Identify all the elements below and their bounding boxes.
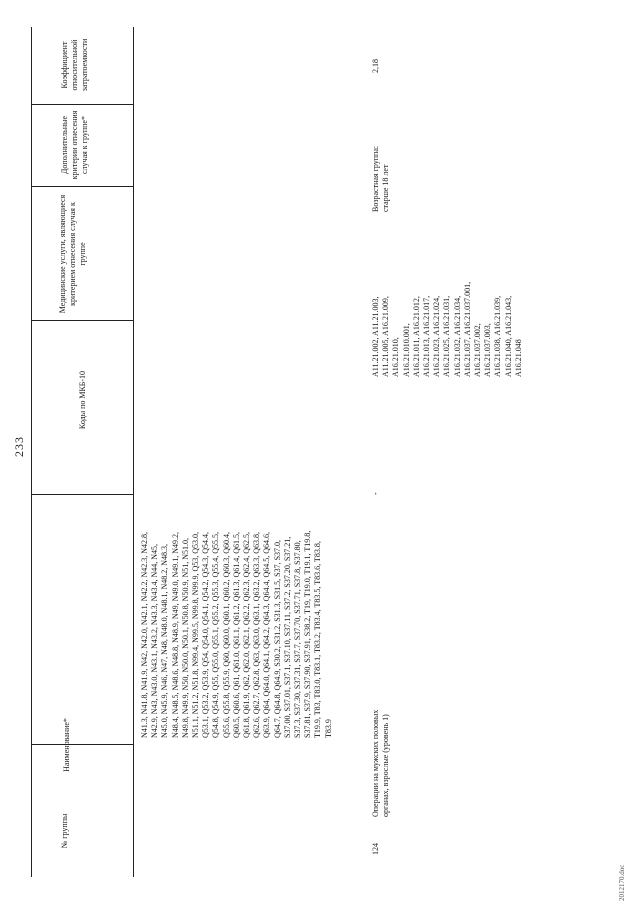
header-group-no: № группы (60, 813, 69, 849)
service-code-line: A16.21.037, A16.21.037.001, (462, 281, 472, 377)
service-code-line: A11.21.002, A11.21.003, (371, 296, 380, 377)
column-divider (31, 104, 134, 105)
icd-code-line: N42.9, N43, N43.0, N43.1, N43.2, N43.3, N43.4, N44, N45, (150, 544, 160, 738)
icd-code-line: Q55.6, Q55.8, Q55.9, Q60, Q60.0, Q60.1, Q60.2, Q60.3, Q60.4, (221, 532, 231, 738)
icd-code-line: N41.3, N41.8, N41.9, N42, N42.0, N42.1, N42.2, N42.3, N42.8, (140, 532, 149, 738)
row-124-criteria-line: Возрастная группа: (371, 145, 380, 212)
document-footer: 2012170.doc (618, 864, 626, 901)
icd-code-line: Q62.6, Q62.7, Q62.8, Q63, Q63.0, Q63.1, Q63.2, Q63.3, Q63.8, (252, 532, 262, 738)
column-divider (31, 494, 134, 495)
header-icd-codes: Коды по МКБ-10 (78, 370, 87, 430)
header-bottom-rule (133, 27, 134, 877)
icd-code-line: Q53.1, Q53.2, Q53.9, Q54, Q54.0, Q54.1, Q54.2, Q54.3, Q54.4, (201, 532, 211, 738)
icd-code-line: N51.1, N51.2, N51.8, N99.4, N99.5, N99.8, N99.9, Q53, Q53.0, (191, 532, 201, 738)
icd-code-line: Q61.8, Q61.9, Q62, Q62.0, Q62.1, Q62.2, Q62.3, Q62.4, Q62.5, (242, 532, 252, 738)
row-124-services (371, 197, 524, 377)
service-code-line: A16.21.025, A16.21.031, (442, 295, 452, 377)
icd-code-line: S37.3, S37.30, S37.31, S37.7, S37.70, S37.71, S37.8, S37.80, (293, 540, 303, 738)
header-coefficient: Коэффициент относительной затратоемкости (60, 38, 89, 92)
table-top-rule (31, 27, 32, 877)
service-code-line: A16.21.048 (513, 339, 523, 377)
icd-code-line: N48.4, N48.5, N48.6, N48.8, N48.9, N49, N49.0, N49.1, N49.2, (170, 532, 180, 738)
header-extra-criteria: Дополнительные критерии отнесения случая к группе* (60, 110, 89, 180)
row-124-name (371, 667, 391, 817)
service-code-line: A16.21.038, A16.21.039, (493, 295, 503, 377)
icd-code-line: N45.0, N45.9, N46, N47, N48, N48.0, N48.1, N48.2, N48.3, (160, 544, 170, 738)
service-code-line: A16.21.037.003, (483, 323, 493, 377)
row-124-extra-criteria (371, 102, 391, 212)
service-code-line: A16.21.010.001, (401, 323, 411, 377)
icd-code-line: S37.81, S37.9, S37.90, S37.91, S38.2, T19, T19.0, T19.1, T19.8, (303, 530, 313, 738)
service-code-line: A16.21.032, A16.21.034, (452, 295, 462, 377)
page-number: 233 (12, 436, 26, 457)
service-code-line: A11.21.005, A16.21.009, (381, 296, 391, 377)
column-divider (31, 744, 134, 745)
column-divider (31, 186, 134, 187)
icd-code-line: Q64.7, Q64.8, Q64.9, S30.2, S31.2, S31.3, S31.5, S37, S37.0, (272, 539, 282, 738)
row-124-name-line: Операции на мужских половых (371, 709, 380, 817)
row-124-name-line: органах, взрослые (уровень 1) (381, 714, 391, 817)
icd-code-line: N49.8, N49.9, N50, N50.0, N50.1, N50.8, N50.9, N51, N51.0, (180, 538, 190, 738)
icd-code-line: T83.9 (323, 719, 333, 738)
service-code-line: A16.21.013, A16.21.017, (422, 295, 432, 377)
header-services: Медицинские услуги, являющиеся критерием отнесения случая к группе (58, 194, 87, 314)
row-124-group-no: 124 (371, 843, 380, 855)
header-name: Наименование* (62, 718, 71, 772)
column-divider (31, 320, 134, 321)
continued-icd-codes (140, 488, 334, 738)
icd-code-line: Q54.8, Q54.9, Q55, Q55.0, Q55.1, Q55.2, Q55.3, Q55.4, Q55.5, (211, 532, 221, 738)
service-code-line: A16.21.037.002, (473, 323, 483, 377)
icd-code-line: Q63.9, Q64, Q64.0, Q64.1, Q64.2, Q64.3, Q64.4, Q64.5, Q64.6, (262, 532, 272, 738)
service-code-line: A16.21.010, (391, 337, 401, 377)
icd-code-line: Q60.5, Q60.6, Q61, Q61.0, Q61.1, Q61.2, Q61.3, Q61.4, Q61.5, (231, 532, 241, 738)
service-code-line: A16.21.040, A16.21.043, (503, 295, 513, 377)
row-124-criteria-line: старше 18 лет (381, 164, 391, 212)
service-code-line: A16.21.023, A16.21.024, (432, 295, 442, 377)
row-124-coefficient: 2,18 (371, 59, 380, 73)
icd-code-line: S37.00, S37.01, S37.1, S37.10, S37.11, S37.2, S37.20, S37.21, (282, 536, 292, 738)
service-code-line: A16.21.011, A16.21.012, (411, 296, 421, 377)
row-124-icd-codes: - (371, 492, 380, 495)
icd-code-line: T19.9, T83, T83.0, T83.1, T83.2, T83.4, T83.5, T83.6, T83.8, (313, 541, 323, 738)
